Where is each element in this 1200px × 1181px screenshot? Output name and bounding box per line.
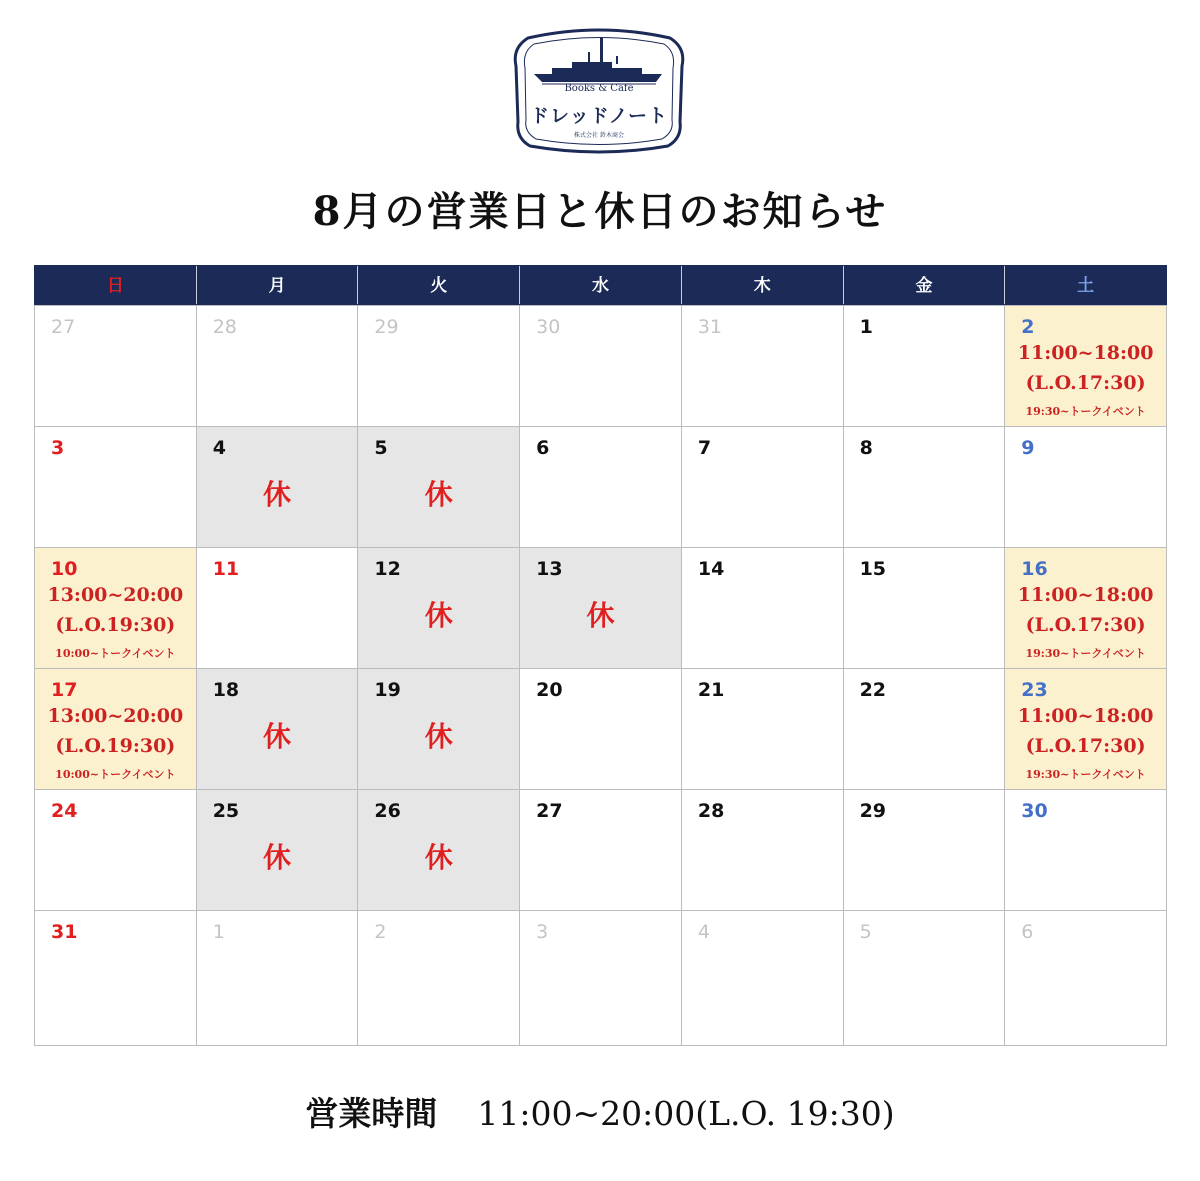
day-number: 24	[51, 800, 78, 822]
business-hours-label: 営業時間	[305, 1094, 438, 1133]
calendar-day-cell	[358, 790, 520, 911]
event-note: 19:30~トークイベント	[1025, 647, 1146, 660]
event-hours: 13:00~20:00	[47, 705, 184, 727]
calendar-day-cell	[520, 790, 682, 911]
calendar-day-cell	[844, 911, 1006, 1046]
closed-mark: 休	[586, 599, 615, 632]
event-hours: (L.O.17:30)	[1025, 614, 1146, 636]
calendar-day-cell	[682, 790, 844, 911]
calendar-day-cell	[197, 790, 359, 911]
day-number: 30	[1021, 800, 1048, 822]
calendar-day-cell	[358, 427, 520, 548]
day-number: 20	[536, 679, 563, 701]
event-note: 10:00~トークイベント	[55, 647, 176, 660]
weekday-mon: 月	[197, 266, 359, 304]
day-number: 4	[697, 921, 710, 943]
day-number: 13	[536, 558, 563, 580]
calendar-day-cell	[1005, 669, 1167, 790]
weekday-thu: 木	[682, 266, 844, 304]
day-number: 14	[697, 558, 725, 580]
day-number: 28	[697, 800, 725, 822]
calendar-day-cell	[844, 790, 1006, 911]
day-number: 27	[536, 800, 563, 822]
calendar-day-cell	[35, 306, 197, 427]
closed-mark: 休	[424, 478, 453, 511]
day-number: 6	[536, 437, 550, 459]
calendar-day-cell	[358, 306, 520, 427]
calendar-day-cell	[682, 427, 844, 548]
calendar-day-cell	[844, 427, 1006, 548]
day-number: 25	[212, 800, 240, 822]
calendar-day-cell	[682, 306, 844, 427]
calendar-day-cell	[1005, 911, 1167, 1046]
day-number: 30	[536, 316, 561, 338]
calendar-day-cell	[844, 669, 1006, 790]
day-number: 28	[212, 316, 237, 338]
day-number: 27	[51, 316, 76, 338]
calendar-day-cell	[197, 306, 359, 427]
calendar-day-cell	[1005, 306, 1167, 427]
day-number: 4	[212, 437, 226, 459]
calendar-day-cell	[35, 669, 197, 790]
day-number: 10	[51, 558, 78, 580]
day-number: 19	[374, 679, 401, 701]
event-hours: 11:00~18:00	[1017, 342, 1154, 364]
event-hours: (L.O.17:30)	[1025, 735, 1146, 757]
logo-subtitle: Books & Cafe	[564, 83, 634, 94]
day-number: 5	[374, 437, 388, 459]
calendar-day-cell	[682, 911, 844, 1046]
calendar-day-cell	[1005, 427, 1167, 548]
calendar-day-cell	[197, 911, 359, 1046]
event-hours: (L.O.19:30)	[55, 735, 176, 757]
calendar-day-cell	[844, 306, 1006, 427]
event-hours: 11:00~18:00	[1017, 584, 1154, 606]
day-number: 18	[212, 679, 240, 701]
day-number: 16	[1021, 558, 1048, 580]
weekday-sun: 日	[35, 266, 197, 304]
day-number: 15	[859, 558, 887, 580]
day-number: 1	[859, 316, 873, 338]
day-number: 3	[536, 921, 549, 943]
day-number: 3	[51, 437, 65, 459]
day-number: 5	[859, 921, 872, 943]
calendar-day-cell	[35, 911, 197, 1046]
day-number: 2	[1021, 316, 1035, 338]
day-number: 23	[1021, 679, 1048, 701]
closed-mark: 休	[424, 599, 453, 632]
day-number: 26	[374, 800, 401, 822]
closed-mark: 休	[263, 841, 292, 874]
event-hours: 13:00~20:00	[47, 584, 184, 606]
weekday-sat: 土	[1077, 276, 1095, 296]
closed-mark: 休	[263, 720, 292, 753]
calendar-grid	[34, 305, 1167, 1046]
calendar-day-cell	[197, 427, 359, 548]
closed-mark: 休	[424, 720, 453, 753]
day-number: 21	[697, 679, 725, 701]
business-hours-value: 11:00~20:00(L.O. 19:30)	[477, 1094, 895, 1133]
closed-mark: 休	[424, 841, 453, 874]
calendar	[34, 265, 1167, 1046]
page-title: 8月の営業日と休日のお知らせ	[312, 188, 888, 235]
calendar-day-cell	[35, 790, 197, 911]
day-number: 2	[374, 921, 387, 943]
calendar-day-cell	[682, 548, 844, 669]
day-number: 22	[859, 679, 887, 701]
day-number: 1	[212, 921, 225, 943]
calendar-day-cell	[35, 548, 197, 669]
event-hours: 11:00~18:00	[1017, 705, 1154, 727]
day-number: 8	[859, 437, 873, 459]
calendar-day-cell	[35, 427, 197, 548]
weekday-fri: 金	[844, 266, 1006, 304]
calendar-day-cell	[682, 669, 844, 790]
calendar-day-cell	[358, 911, 520, 1046]
day-number: 29	[374, 316, 399, 338]
day-number: 31	[51, 921, 78, 943]
event-note: 19:30~トークイベント	[1025, 768, 1146, 781]
day-number: 9	[1021, 437, 1035, 459]
event-note: 10:00~トークイベント	[55, 768, 176, 781]
business-hours	[0, 1088, 1200, 1135]
day-number: 29	[859, 800, 887, 822]
calendar-day-cell	[1005, 790, 1167, 911]
weekday-header	[34, 265, 1167, 305]
logo-company: 株式会社 鈴木商会	[574, 132, 624, 139]
weekday-wed: 水	[520, 266, 682, 304]
calendar-day-cell	[520, 427, 682, 548]
calendar-day-cell	[844, 548, 1006, 669]
calendar-day-cell	[197, 548, 359, 669]
calendar-day-cell	[358, 669, 520, 790]
weekday-tue: 火	[358, 266, 520, 304]
day-number: 7	[697, 437, 712, 459]
calendar-day-cell	[197, 669, 359, 790]
day-number: 12	[374, 558, 401, 580]
day-number: 17	[51, 679, 78, 701]
day-number: 31	[697, 316, 723, 338]
calendar-day-cell	[520, 669, 682, 790]
calendar-day-cell	[1005, 548, 1167, 669]
closed-mark: 休	[263, 478, 292, 511]
event-hours: (L.O.17:30)	[1025, 372, 1146, 394]
calendar-day-cell	[358, 548, 520, 669]
calendar-day-cell	[520, 306, 682, 427]
day-number: 6	[1021, 921, 1034, 943]
calendar-day-cell	[520, 911, 682, 1046]
calendar-day-cell	[520, 548, 682, 669]
event-note: 19:30~トークイベント	[1025, 405, 1146, 418]
store-logo	[512, 26, 686, 156]
day-number: 11	[212, 558, 240, 580]
event-hours: (L.O.19:30)	[55, 614, 176, 636]
logo-store-name: ドレッドノート	[529, 105, 669, 127]
